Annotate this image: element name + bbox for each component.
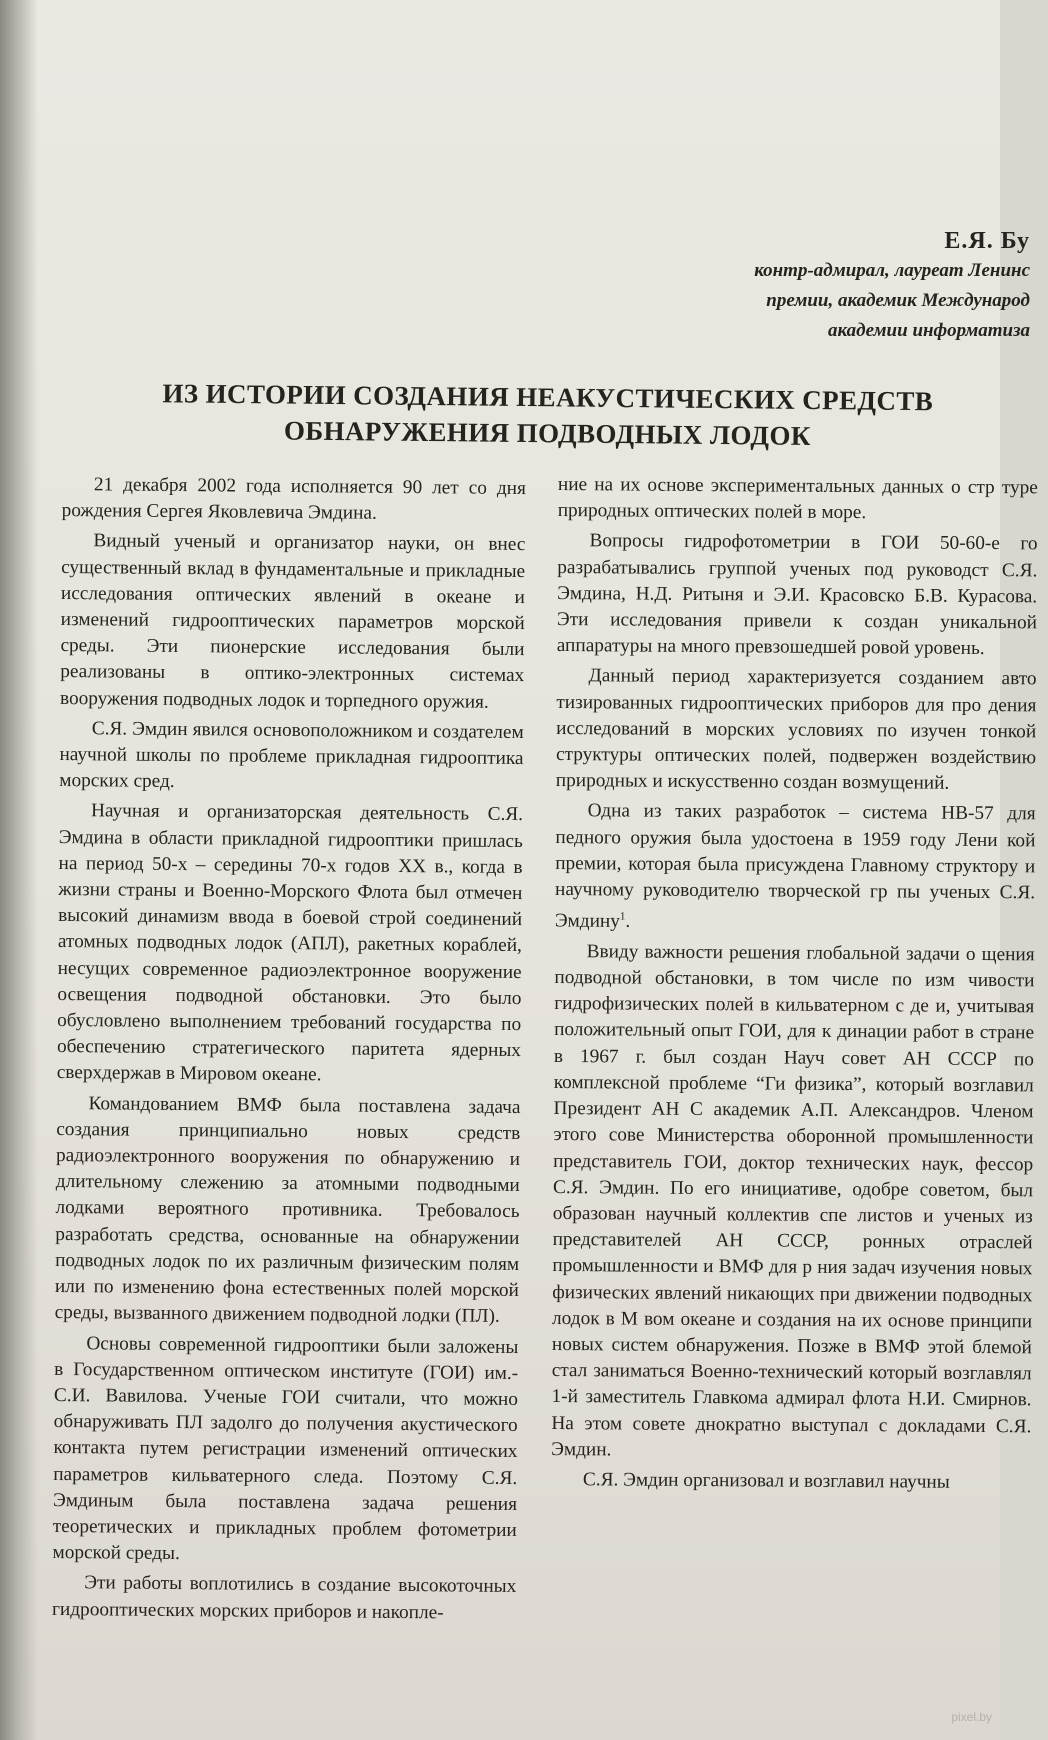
paragraph: 21 декабря 2002 года исполняется 90 лет со дня рождения Сергея Яковлевича Эмдина.	[61, 474, 526, 524]
paragraph: Эти работы воплотились в создание высокоточных гидрооптических морских приборов и накопле-	[51, 1572, 517, 1623]
left-column	[52, 472, 526, 1631]
author-credential-line: премии, академик Международ	[766, 290, 1030, 311]
paragraph: Данный период характеризуется созданием авто тизированных гидрооптических приборов для про дения исследований в морских условиях по изучен тонкой структуры оптических полей, подвержен воздействию природных и искусственно создан возмущений.	[555, 665, 1037, 794]
paragraph: Основы современной гидрооптики были заложены в Государственном оптическом институте (ГОИ) им.- С.И. Вавилова. Ученые ГОИ считали, что можно обнаруживать ПЛ задолго до получения акустического контакта путем регистрации изменений оптических параметров кильватерного следа. Поэтому С.Я. Эмдиным была поставлена задача решения теоретических и прикладных проблем фотометрии морской среды.	[52, 1332, 519, 1565]
watermark: pixel.by	[951, 1710, 992, 1724]
paragraph-text: Одна из таких разработок – система НВ-57 для педного оружия была удостоена в 1959 году Лени кой премии, которая была присуждена Главному структору и научному руководителю творческой гр пы ученых С.Я. Эмдину	[554, 800, 1036, 933]
right-column	[551, 472, 1038, 1500]
paragraph: С.Я. Эмдин организовал и возглавил научны	[582, 1469, 950, 1493]
paragraph: Ввиду важности решения глобальной задачи о щения подводной обстановки, в том числе по изм чивости гидрофизических полей в кильватерном с де и, учитывая положительный опыт ГОИ, для к динации работ в стране в 1967 г. был создан Науч совет АН СССР по комплексной проблеме “Ги физика”, который возглавил Президент АН С академик А.П. Александров. Членом этого сове Министерства оборонной промышленности представитель ГОИ, доктор технических наук, фессор С.Я. Эмдин. По его инициативе, одобре советом, был образован научный коллектив спе листов и ученых из представителей АН СССР, ронных отраслей промышленности и ВМФ для р ния задач изучения новых физических явлений никающих при движении подводных лодок в М вом океане и создания на их основе принципи новых систем обнаружения. Позже в ВМФ этой блемой стал заниматься Военно-технический который возглавлял 1-й заместитель Главкома адмирал флота Н.И. Смирнов. На этом совете днократно выступал с докладами С.Я. Эмдин.	[551, 941, 1035, 1461]
author-credential-line: контр-адмирал, лауреат Ленинс	[754, 260, 1030, 281]
paragraph: Научная и организаторская деятельность С.Я. Эмдина в области прикладной гидрооптики пришлась на период 50-х – середины 70-х годов XX в., когда в жизни страны и Военно-Морского Флота был отмечен высокий динамизм ввода в боевой строй соединений атомных подводных лодок (АПЛ), ракетных кораблей, несущих современное радиоэлектронное вооружение освещения подводной обстановки. Это было обусловлено выполнением требований государства по обеспечению стратегического паритета ядерных сверхдержав в Мировом океане.	[56, 800, 524, 1086]
paragraph: Командованием ВМФ была поставлена задача создания принципиально новых средств радиоэлектронного вооружения по обнаружению и длительному слежению за атомными подводными лодками вероятного противника. Требовалось разработать средства, основанные на обнаружении подводных лодок по их различным физическим полям или по изменению фона естественных полей морской среды, вызванного движением подводной лодки (ПЛ).	[54, 1092, 521, 1328]
article-title: ИЗ ИСТОРИИ СОЗДАНИЯ НЕАКУСТИЧЕСКИХ СРЕДСТВ ОБНАРУЖЕНИЯ ПОДВОДНЫХ ЛОДОК	[162, 378, 934, 451]
author-credential-line: академии информатиза	[828, 320, 1030, 341]
footnote-mark: 1	[619, 910, 626, 923]
binding-shadow	[0, 0, 38, 1740]
paragraph: Видный ученый и организатор науки, он внес существенный вклад в фундаментальные и прикладные исследования оптических явлений в океане и изменений гидрооптических параметров морской среды. Эти пионерские исследования были реализованы в оптико-электронных системах вооружения подводных лодок и торпедного оружия.	[59, 530, 526, 713]
paragraph: Одна из таких разработок – система НВ-57 для педного оружия была удостоена в 1959 году Лени кой премии, которая была присуждена Главному структору и научному руководителю творческой гр пы ученых С.Я. Эмдину$^1$.	[554, 800, 1036, 933]
author-name: Е.Я. Бу	[944, 228, 1030, 254]
paragraph: Вопросы гидрофотометрии в ГОИ 50-60-е го разрабатывались группой ученых под руководст С.Я. Эмдина, Н.Д. Ритыня и Э.И. Красовско Б.В. Курасова. Эти исследования привели к создан уникальной аппаратуры на много превзошедшей ровой уровень.	[556, 530, 1038, 660]
paragraph: С.Я. Эмдин явился основоположником и создателем научной школы по проблеме прикладная гидрооптика морских сред.	[59, 718, 524, 793]
author-block	[510, 226, 1030, 346]
paragraph-continuation: ние на их основе экспериментальных данных о стр туре природных оптических полей в море.	[557, 473, 1038, 524]
